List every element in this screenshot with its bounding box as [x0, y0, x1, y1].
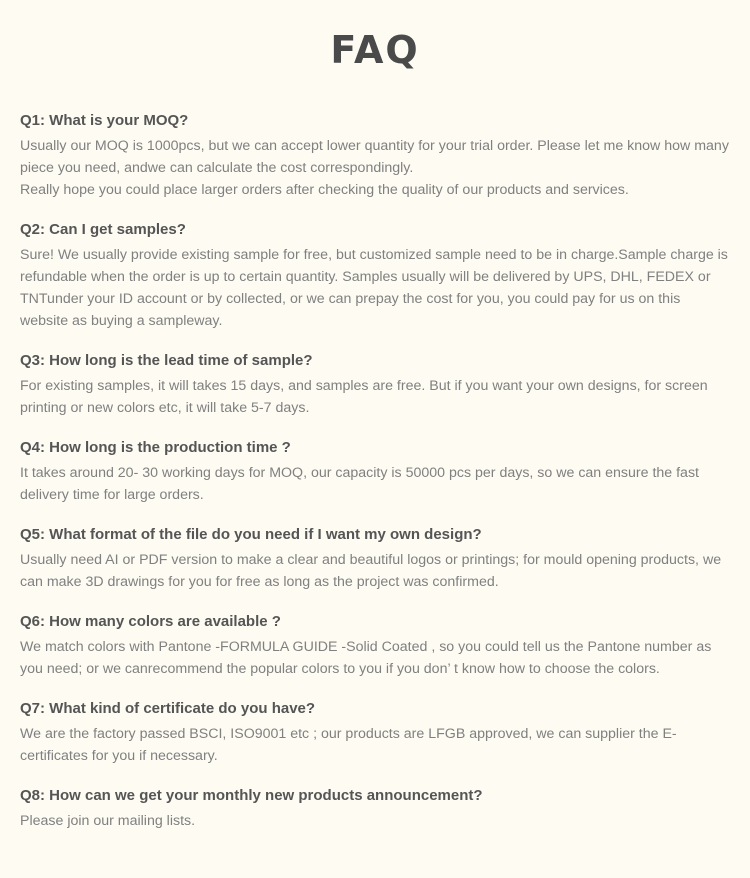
- faq-answer: [20, 723, 732, 767]
- faq-item-q1: [20, 110, 732, 201]
- faq-answer-paragraph: We are the factory passed BSCI, ISO9001 etc ; our products are LFGB approved, we can supplier the E-certificates for you if necessary.: [20, 726, 677, 764]
- faq-answer-paragraph: Usually our MOQ is 1000pcs, but we can accept lower quantity for your trial order. Please let me know how many piece you need, andwe can calculate the cost correspondingly.: [20, 138, 729, 176]
- faq-item-q2: [20, 219, 732, 332]
- faq-question: Q3: How long is the lead time of sample?: [20, 352, 313, 369]
- faq-answer: [20, 549, 732, 593]
- faq-answer: [20, 462, 732, 506]
- faq-answer-paragraph: Please join our mailing lists.: [20, 813, 196, 829]
- faq-item-q5: [20, 524, 732, 593]
- faq-answer-paragraph: Sure! We usually provide existing sample for free, but customized sample need to be in charge.Sample charge is refundable when the order is up to certain quantity. Samples usually will be delivered by UPS, DHL, FEDEX or TNTunder your ID account or by collected, or we can prepay the cost for you, you could pay for us on this website as buying a sampleway.: [20, 247, 728, 329]
- faq-answer: [20, 135, 732, 201]
- faq-item-q7: [20, 698, 732, 767]
- faq-item-q3: [20, 350, 732, 419]
- faq-item-q4: [20, 437, 732, 506]
- faq-answer-paragraph: Usually need AI or PDF version to make a clear and beautiful logos or printings; for mould opening products, we can make 3D drawings for you for free as long as the project was confirmed.: [20, 552, 722, 590]
- faq-question: Q8: How can we get your monthly new products announcement?: [20, 787, 483, 804]
- faq-question: Q2: Can I get samples?: [20, 221, 186, 238]
- faq-item-q6: [20, 611, 732, 680]
- faq-answer: [20, 810, 732, 832]
- faq-answer-paragraph: Really hope you could place larger orders after checking the quality of our products and services.: [20, 182, 629, 198]
- faq-question: Q7: What kind of certificate do you have?: [20, 700, 316, 717]
- faq-answer-paragraph: We match colors with Pantone -FORMULA GUIDE -Solid Coated , so you could tell us the Pantone number as you need; or we canrecommend the popular colors to you if you don’ t know how to choose the colors.: [20, 639, 712, 677]
- faq-question: Q4: How long is the production time ?: [20, 439, 291, 456]
- faq-answer-paragraph: It takes around 20- 30 working days for MOQ, our capacity is 50000 pcs per days, so we can ensure the fast delivery time for large orders.: [20, 465, 699, 503]
- faq-question: Q1: What is your MOQ?: [20, 112, 189, 129]
- faq-item-q8: [20, 785, 732, 832]
- faq-list: [20, 110, 732, 850]
- faq-answer: [20, 244, 732, 332]
- faq-answer: [20, 375, 732, 419]
- faq-question: Q6: How many colors are available ?: [20, 613, 281, 630]
- faq-question: Q5: What format of the file do you need if I want my own design?: [20, 526, 482, 543]
- faq-answer: [20, 636, 732, 680]
- faq-answer-paragraph: For existing samples, it will takes 15 days, and samples are free. But if you want your own designs, for screen printing or new colors etc, it will take 5-7 days.: [20, 378, 708, 416]
- page-title: FAQ: [330, 28, 420, 72]
